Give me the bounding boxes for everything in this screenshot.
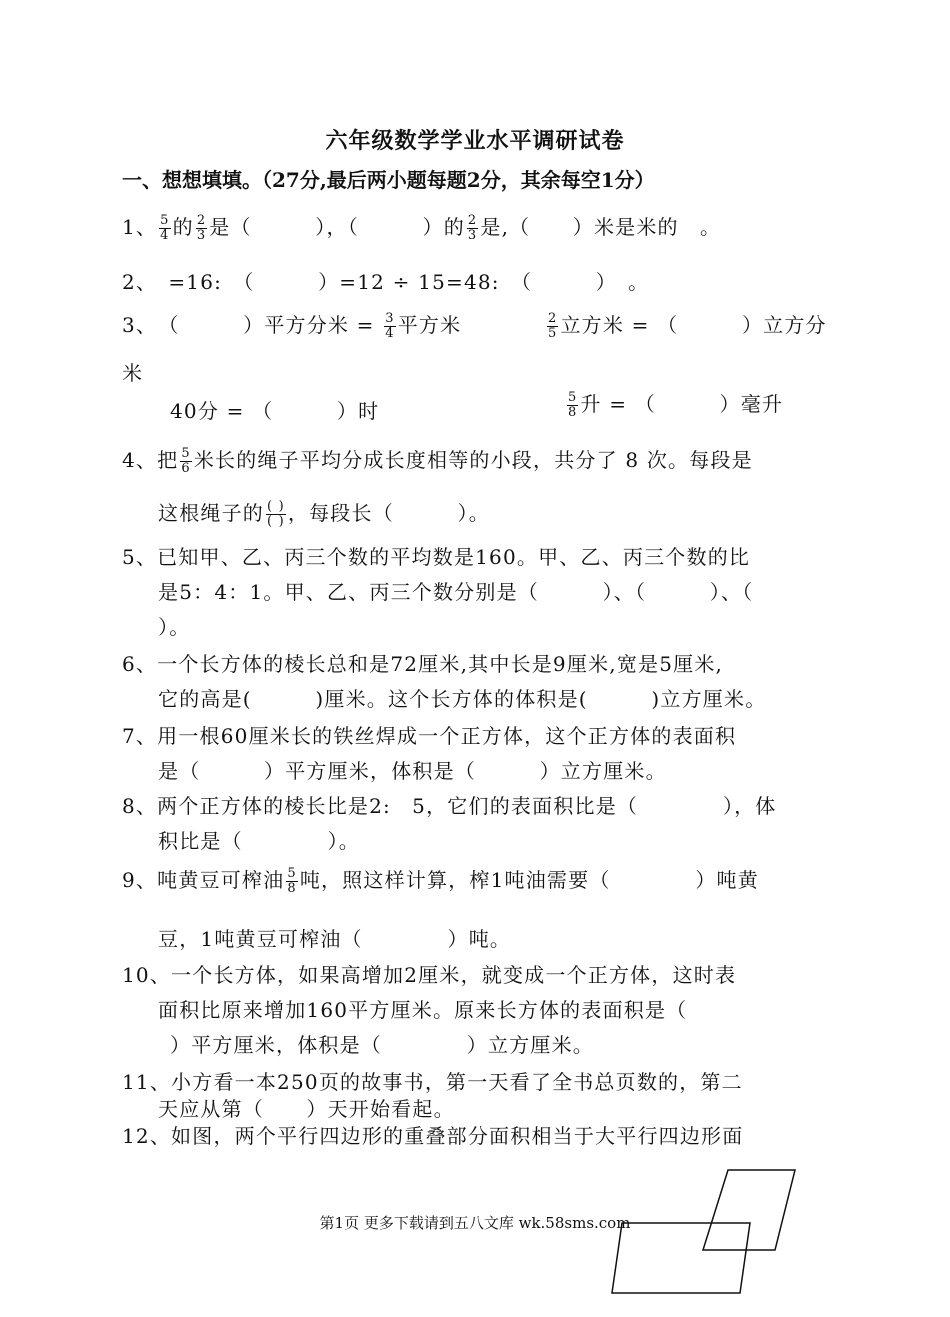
fraction: $\frac{2}{3}$ (196, 213, 207, 243)
question-12: 12、如图，两个平行四边形的重叠部分面积相当于大平行四边形面 (122, 1124, 744, 1148)
question-8-line-2: 积比是（ ）。 (158, 829, 360, 853)
question-7-line-2: 是（ ）平方厘米，体积是（ ）立方厘米。 (158, 759, 667, 783)
question-9-line-2: 豆，1吨黄豆可榨油（ ）吨。 (158, 927, 512, 951)
page-title: 六年级数学学业水平调研试卷 (325, 128, 625, 154)
question-6: 6、一个长方体的棱长总和是72厘米,其中长是9厘米,宽是5厘米, (122, 652, 724, 676)
fraction: $\frac{5}{8}$ (287, 866, 297, 896)
question-10: 10、一个长方体，如果高增加2厘米，就变成一个正方体，这时表 (122, 963, 737, 987)
question-10-line-3: ）平方厘米，体积是（ ）立方厘米。 (170, 1033, 594, 1057)
small-parallelogram (703, 1170, 795, 1250)
page-footer: 第1页 更多下载请到五八文库 wk.58sms.com (319, 1214, 631, 1232)
question-11: 11、小方看一本250页的故事书，第一天看了全书总页数的，第二 (122, 1070, 743, 1094)
fraction: $\frac{5}{6}$ (181, 446, 191, 476)
fraction: $\frac{5}{8}$ (568, 390, 578, 420)
question-9: 9、吨黄豆可榨油 $\frac{5}{8}$ 吨，照这样计算，榨1吨油需要（ ）吨黄 (122, 866, 759, 896)
question-5-line-3: ）。 (158, 615, 191, 639)
question-2: 2、 =16: （ ）=12 ÷ 15=48: （ ） 。 (122, 270, 650, 294)
large-parallelogram (612, 1223, 750, 1293)
question-8: 8、两个正方体的棱长比是2: 5，它们的表面积比是（ ），体 (122, 794, 777, 818)
question-4-line-2: 这根绳子的 $\frac{( )}{( )}$ ，每段长（ ）。 (158, 499, 490, 529)
fraction: $\frac{( )}{( )}$ (267, 499, 285, 529)
question-3-part-2: $\frac{2}{5}$ 立方米 = （ ）立方分 (548, 311, 827, 341)
question-5-line-2: 是5：4：1。甲、乙、丙三个数分别是（ ）、（ ）、（ (158, 580, 754, 604)
question-10-line-2: 面积比原来增加160平方厘米。原来长方体的表面积是（ (158, 998, 688, 1022)
fraction: $\frac{5}{4}$ (160, 213, 170, 243)
question-3-part-4: $\frac{5}{8}$ 升 = （ ）毫升 (568, 390, 784, 420)
fraction: $\frac{2}{5}$ (548, 311, 558, 341)
parallelogram-figure (600, 1165, 810, 1305)
question-3-wrap: 米 (122, 361, 144, 385)
question-3: 3、 （ ）平方分米 = $\frac{3}{4}$ 平方米 (122, 311, 462, 341)
fraction: $\frac{3}{4}$ (385, 311, 395, 341)
fraction: $\frac{2}{3}$ (467, 213, 478, 243)
question-3-part-3: 40分 = （ ）时 (170, 399, 380, 423)
section-heading: 一、想想填填。（27分,最后两小题每题2分，其余每空1分） (122, 168, 655, 192)
question-7: 7、用一根60厘米长的铁丝焊成一个正方体，这个正方体的表面积 (122, 724, 737, 748)
question-4: 4、把 $\frac{5}{6}$ 米长的绳子平均分成长度相等的小段，共分了 8 次。每段是 (122, 446, 753, 476)
question-1: 1、 $\frac{5}{4}$ 的 $\frac{2}{3}$ 是（ ），（ ）的 $\frac{2}{3}$ 是,（ ）米是米的 。 (122, 213, 722, 243)
question-11-line-2: 天应从第（ ）天开始看起。 (158, 1097, 455, 1121)
question-5: 5、已知甲、乙、丙三个数的平均数是160。甲、乙、丙三个数的比 (122, 545, 751, 569)
question-6-line-2: 它的高是( )厘米。这个长方体的体积是( )立方厘米。 (158, 687, 767, 711)
